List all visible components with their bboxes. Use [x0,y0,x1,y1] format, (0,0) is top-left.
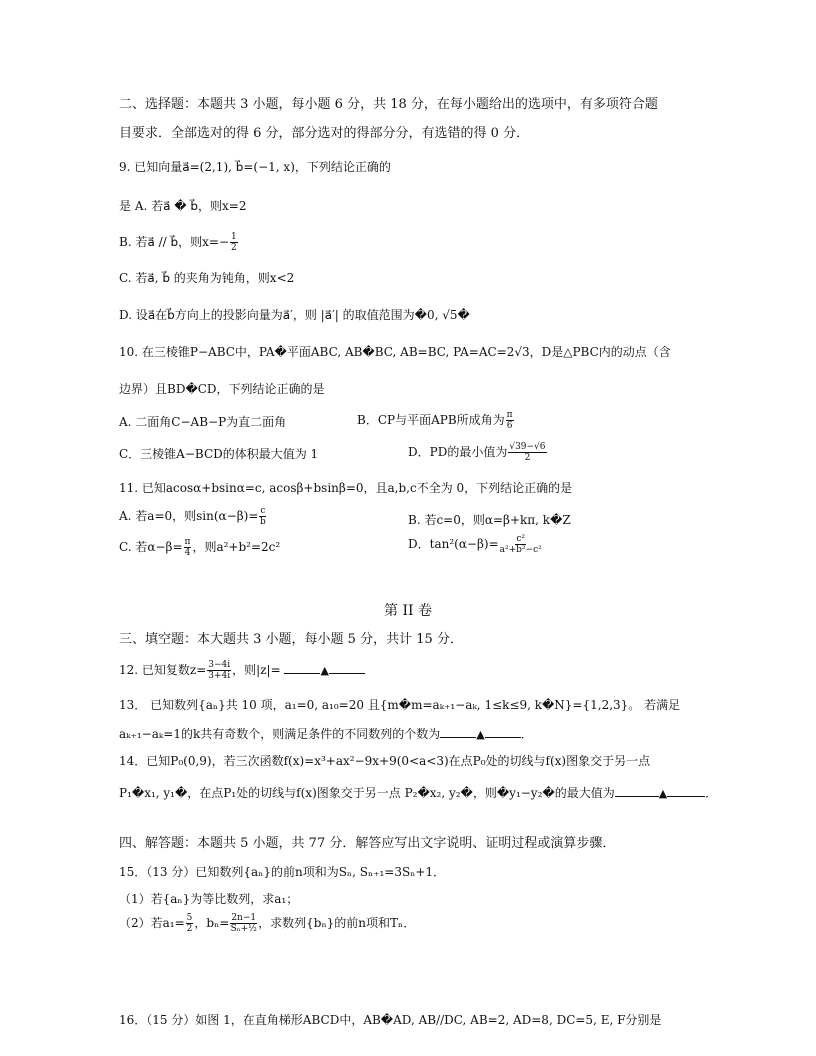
q11-stem: 11. 已知acosα+bsinα=c, acosβ+bsinβ=0，且a,b,c不全为 0，下列结论正确的是 [119,481,573,495]
q12-answer-blank[interactable] [284,662,320,674]
q9-option-a: 是 A. 若a⃗ � b⃗，则x=2 [119,199,247,213]
q13-answer-mark: ▲ [476,728,485,741]
section2-header-line2: 目要求．全部选对的得 6 分，部分选对的得部分分，有选错的得 0 分． [119,126,530,141]
q11-option-d: D．tan²(α−β)= $\frac{\text{c²}}{\text{a²+b²−c²}}$ [408,534,542,555]
q12-answer-mark: ▲ [320,664,329,677]
section3-header: 三、填空题：本大题共 3 小题，每小题 5 分，共计 15 分． [119,632,463,647]
part-two-title: 第 II 卷 [384,603,432,619]
q10-option-c: C．三棱锥A−BCD的体积最大值为 1 [119,447,319,461]
q15-part2: （2）若a₁= $\frac{5}{2}$ ，bₙ= $\frac{2n-1}{\text{Sₙ+½}}$ ，求数列{bₙ}的前n项和Tₙ． [119,913,416,934]
q11-option-c: C. 若α−β= $\frac{\pi}{4}$ ，则a²+b²=2c² [119,537,281,558]
q11-option-b: B. 若c=0，则α=β+kπ, k�Z [408,513,571,527]
q15-part1: （1）若{aₙ}为等比数列，求a₁； [119,892,299,906]
q13-answer-blank[interactable] [440,726,476,738]
q9-stem: 9. 已知向量a⃗=(2,1), b⃗=(−1, x)，下列结论正确的 [119,160,391,174]
q13-line1: 13． 已知数列{aₙ}共 10 项，a₁=0, a₁₀=20 且{m�m=aₖ₊₁−aₖ, 1≤k≤9, k�N}={1,2,3}。 若满足 [119,698,681,712]
q12-line: 12. 已知复数z= $\frac{3-4i}{3+4i}$ ，则|z|= ▲ [119,660,365,681]
q14-answer-blank[interactable] [615,785,659,797]
q14-line1: 14．已知P₀(0,9)，若三次函数f(x)=x³+ax²−9x+9(0<a<3)在点P₀处的切线与f(x)图象交于另一点 [119,754,651,768]
q9-option-d: D. 设a⃗在b⃗方向上的投影向量为a⃗′，则 |a⃗′| 的取值范围为�0, √5� [119,308,470,322]
section2-header-line1: 二、选择题：本题共 3 小题，每小题 6 分，共 18 分，在每小题给出的选项中，有多项符合题 [119,97,658,112]
q14-answer-mark: ▲ [658,787,668,800]
q16-stem: 16．（15 分）如图 1，在直角梯形ABCD中，AB�AD, AB//DC, AB=2, AD=8, DC=5, E, F分别是 [119,1013,662,1027]
q14-line2: P₁�x₁, y₁�，在点P₁处的切线与f(x)图象交于另一点 P₂�x₂, y₂�，则�y₁−y₂�的最大值为 ▲ ． [119,786,718,800]
q10-option-a: A. 二面角C−AB−P为直二面角 [119,415,287,429]
q9-option-b: B. 若a⃗ // b⃗，则x=− $\frac{1}{2}$ [119,232,237,253]
q13-line2: aₖ₊₁−aₖ=1的k共有奇数个，则满足条件的不同数列的个数为 ▲ ． [119,727,533,741]
q11-option-a: A. 若a=0，则sin(α−β)= $\frac{c}{b}$ [119,506,266,527]
q10-option-b: B．CP与平面APB所成角为 $\frac{\pi}{6}$ [357,410,513,431]
q9-option-c: C. 若a⃗, b⃗ 的夹角为钝角，则x<2 [119,271,295,285]
q15-stem: 15．（13 分）已知数列{aₙ}的前n项和为Sₙ, Sₙ₊₁=3Sₙ+1． [119,865,446,879]
q10-stem-cont: 边界）且BD�CD，下列结论正确的是 [119,382,325,396]
q10-stem: 10. 在三棱锥P−ABC中，PA�平面ABC, AB�BC, AB=BC, PA=AC=2√3，D是△PBC内的动点（含 [119,345,671,359]
section4-header: 四、解答题：本题共 5 小题，共 77 分．解答应写出文字说明、证明过程或演算步骤． [119,836,616,851]
q10-option-d: D．PD的最小值为 $\frac{√39-√6}{2}$ [408,442,546,463]
